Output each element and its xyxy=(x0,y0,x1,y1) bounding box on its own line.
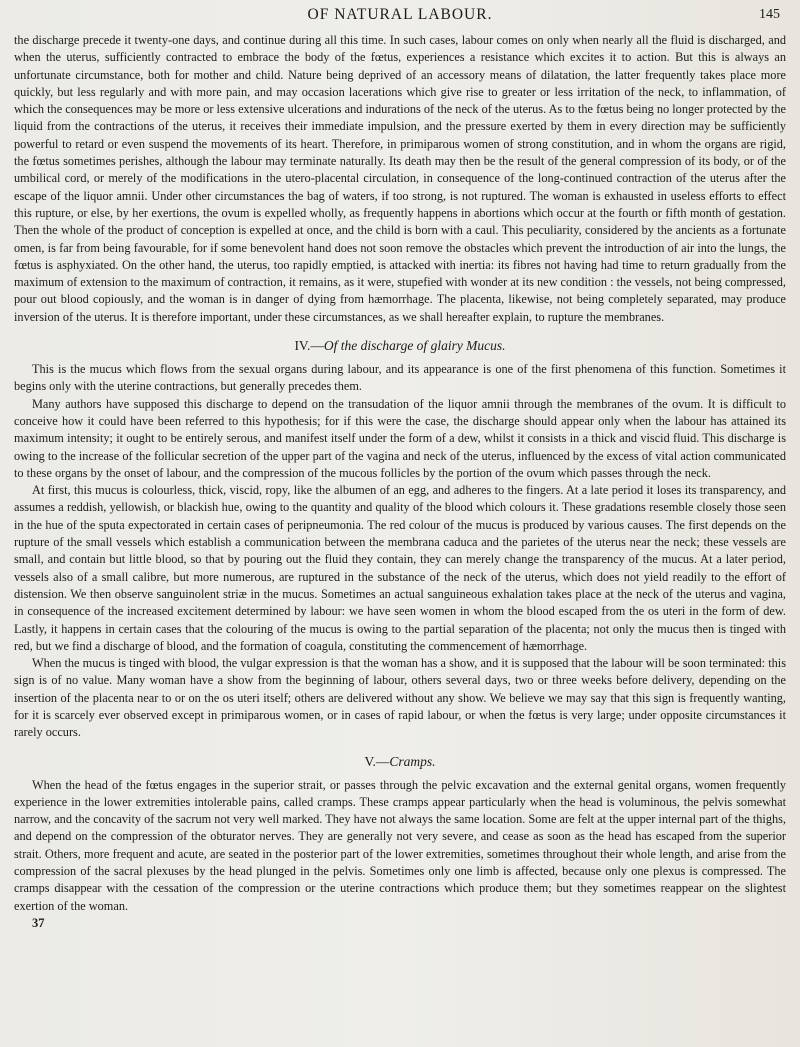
section-heading-v xyxy=(14,753,786,771)
page-number: 145 xyxy=(759,7,780,22)
paragraph: When the mucus is tinged with blood, the vulgar expression is that the woman has a show, and it is supposed that the labour will be soon terminated: this sign is of no value. Many woman have a show from the beginning of labour, others several days, two or three weeks before delivery, depending on the insertion of the placenta near to or on the os uteri itself; others are delivered without any show. We believe we may say that this sign is frequently wanting, for it is scarcely ever observed except in primiparous women, or in cases of rapid labour, or when the fœtus is very large; under opposite circumstances it rarely occurs. xyxy=(14,656,786,740)
paragraph: Many authors have supposed this discharge to depend on the transudation of the liquor amnii through the membranes of the ovum. It is difficult to conceive how it could have been referred to this hypothesis; for if this were the case, the discharge should appear only when the labour has attained its maximum intensity; it ought to be entirely serous, and manifest itself under the form of a dew, whilst it consists in a thick and viscid fluid. This discharge is owing to the increase of the follicular secretion of the upper part of the vagina and neck of the uterus, influenced by the excess of vital action communicated to these organs by the onset of labour, and the compression of the mucous follicles by the portion of the ovum which passes through the neck. xyxy=(14,396,786,480)
running-head xyxy=(14,4,786,32)
section-title: Of the discharge of glairy Mucus. xyxy=(323,338,506,354)
paragraph: At first, this mucus is colourless, thick, viscid, ropy, like the albumen of an egg, and adheres to the fingers. At a late period it loses its transparency, and assumes a reddish, yellowish, or blackish hue, owing to the quantity and quality of the blood which colours it. These gradations resemble closely those seen in the hue of the sputa expectorated in certain cases of peripneumonia. The red colour of the mucus is produced by various causes. The first depends on the rupture of the small vessels which establish a communication between the membrana caduca and the parietes of the uterus near the neck; these vessels are small, and contain but little blood, so that by pouring out the fluid they contain, they can merely change the transparency of the mucus. At a later period, vessels also of a small calibre, but more numerous, are ruptured in the substance of the neck of the uterus, which does not yield readily to the effort of distension. We then observe sanguinolent striæ in the mucus. Sometimes an actual sanguineous exhalation takes place at the neck of the uterus and vagina, in consequence of the increased excitement determined by labour: we have seen women in whom the blood escaped from the os uteri in the form of dew. Lastly, it happens in certain cases that the colouring of the mucus is owing to the partial separation of the placenta; not only the mucus then is tinged with red, but we find a discharge of blood, and the formation of coagula, constituting the commencement of hæmorrhage. xyxy=(14,483,786,653)
running-head-title: OF NATURAL LABOUR. xyxy=(307,6,493,23)
paragraph: When the head of the fœtus engages in the superior strait, or passes through the pelvic excavation and the external genital organs, women frequently experience in the lower extremities intolerable pains, called cramps. These cramps appear particularly when the head is voluminous, the pelvis somewhat narrow, and the concavity of the sacrum not very well marked. They have not always the same location. Some are felt at the upper internal part of the thighs, and depend on the compression of the obturator nerves. They are generally not very severe, and cease as soon as the head has escaped from the superior strait. Others, more frequent and acute, are seated in the posterior part of the lower extremities, sometimes throughout their whole length, and arise from the compression of the sacral plexuses by the head plunged in the pelvis. Sometimes only one limb is affected, because only one plexus is compressed. The cramps disappear with the cessation of the compression or the uterine contractions which produce them; but they sometimes reappear on the slightest exertion of the woman. xyxy=(14,777,786,913)
section-number: V.— xyxy=(364,753,390,769)
section-title: Cramps. xyxy=(389,753,436,769)
section-heading-iv xyxy=(14,337,786,355)
paragraph: This is the mucus which flows from the sexual organs during labour, and its appearance is one of the first phenomena of this function. Sometimes it begins only with the uterine contractions, but generally precedes them. xyxy=(14,362,786,394)
signature-mark: 37 xyxy=(32,915,45,930)
body-text xyxy=(14,32,786,931)
section-number: IV.— xyxy=(294,338,324,354)
paragraph: the discharge precede it twenty-one days, and continue during all this time. In such cases, labour comes on only when nearly all the fluid is discharged, and when the uterus, sufficiently contracted to embrace the body of the fœtus, experiences a resistance which excites it to action. But this is always an unfortunate circumstance, both for mother and child. Nature being deprived of an accessory means of dilatation, the latter frequently takes place more quickly, but less regularly and with more pain, and may occasion lacerations which give rise to greater or less irritation of the neck, to inflammation, of which the consequences may be more or less extensive ulcerations and indurations of the neck of the uterus. As to the fœtus being no longer protected by the liquid from the contractions of the uterus, it receives their immediate impulsion, and the pressure exerted by them in every direction may be sufficiently powerful to retard or even suspend the movements of its heart. Therefore, in primiparous women of strong constitution, and in whom the organs are rigid, the fœtus sometimes perishes, although the labour may terminate naturally. Its death may then be the result of the general compression of its body, or of the umbilical cord, or merely of the modifications in the utero-placental circulation, in consequence of the long-continued contraction of the uterus after the escape of the liquor amnii. Under other circumstances the bag of waters, if too strong, is not ruptured. The woman is exhausted in useless efforts to effect this rupture, or else, by her exertions, the ovum is expelled wholly, as frequently happens in abortions which occur at the fourth or fifth month of gestation. Then the whole of the product of conception is expelled at once, and the child is born with a caul. This peculiarity, considered by the ancients as a fortunate omen, is far from being favourable, for if some benevolent hand does not soon remove the obstacles which prevent the introduction of air into the lungs, the fœtus is asphyxiated. On the other hand, the uterus, too rapidly emptied, is attacked with inertia: its fibres not having had time to return gradually from the maximum of extension to the maximum of contraction, it remains, as it were, stupefied with wonder at its new condition : the vessels, not being compressed, pour out blood copiously, and the woman is in danger of dying from hæmorrhage. The placenta, likewise, not being completely separated, may produce inversion of the uterus. It is therefore important, under these circumstances, as we shall hereafter explain, to rupture the membranes. xyxy=(14,33,786,324)
